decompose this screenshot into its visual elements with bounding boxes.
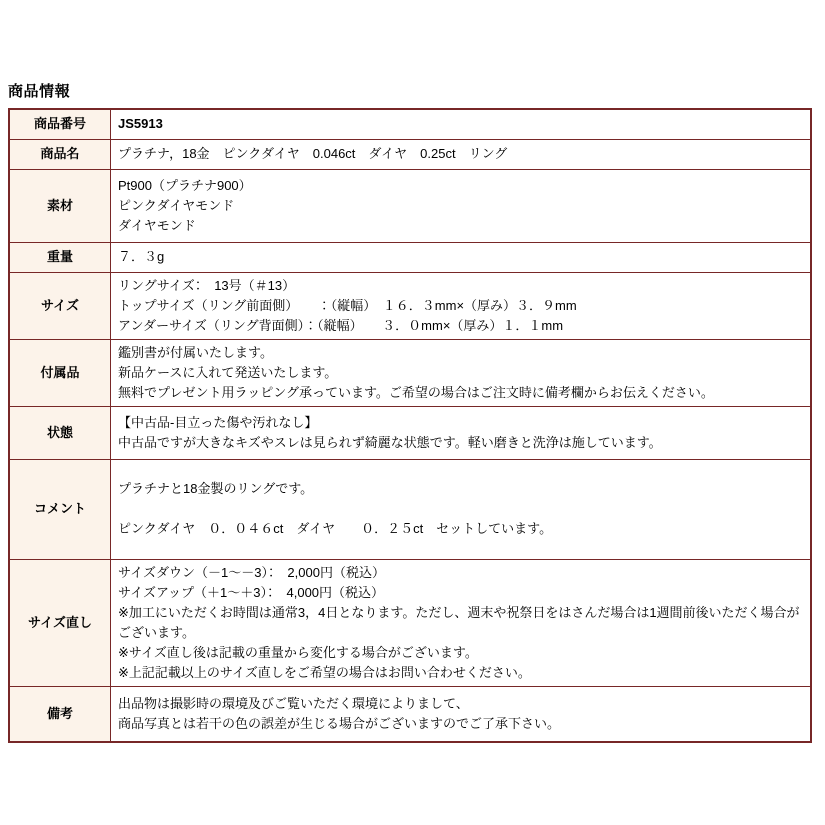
row-label: コメント: [9, 459, 111, 559]
table-row-size: [9, 272, 811, 339]
table-row-accessories: [9, 339, 811, 406]
row-label: 商品番号: [9, 109, 111, 139]
row-value: 鑑別書が付属いたします。 新品ケースに入れて発送いたします。 無料でプレゼント用ラッピング承っています。ご希望の場合はご注文時に備考欄からお伝えください。: [111, 339, 812, 406]
row-label: 備考: [9, 686, 111, 742]
row-value: JS5913: [111, 109, 812, 139]
table-row-item-name: [9, 139, 811, 169]
row-label: 商品名: [9, 139, 111, 169]
row-value: サイズダウン（－1～－3）： 2,000円（税込） サイズアップ（＋1～＋3）： 4,000円（税込） ※加工にいただくお時間は通常3，4日となります。ただし、週末や祝祭日をはさんだ場合は1週間前後いただく場合がございます。 ※サイズ直し後は記載の重量から変化する場合がございます。 ※上記記載以上のサイズ直しをご希望の場合はお問い合わせください。: [111, 559, 812, 686]
row-value: 出品物は撮影時の環境及びご覧いただく環境によりまして、 商品写真とは若干の色の誤差が生じる場合がございますのでご了承下さい。: [111, 686, 812, 742]
table-row-material: [9, 169, 811, 242]
row-value: プラチナと18金製のリングです。 ピンクダイヤ ０．０４６ct ダイヤ ０．２５ct セットしています。: [111, 459, 812, 559]
table-row-remarks: [9, 686, 811, 742]
row-label: 重量: [9, 242, 111, 272]
table-row-comment: [9, 459, 811, 559]
row-label: サイズ: [9, 272, 111, 339]
row-value: プラチナ，18金 ピンクダイヤ 0.046ct ダイヤ 0.25ct リング: [111, 139, 812, 169]
row-label: 付属品: [9, 339, 111, 406]
row-label: サイズ直し: [9, 559, 111, 686]
row-value: ７．３g: [111, 242, 812, 272]
product-info-table: [8, 108, 812, 743]
table-row-item-number: [9, 109, 811, 139]
table-row-resize: [9, 559, 811, 686]
row-value: 【中古品-目立った傷や汚れなし】 中古品ですが大きなキズやスレは見られず綺麗な状態です。軽い磨きと洗浄は施しています。: [111, 406, 812, 459]
row-value: リングサイズ： 13号（＃13） トップサイズ（リング前面側） ：（縦幅） １６．３mm×（厚み）３．９mm アンダーサイズ（リング背面側）：（縦幅） ３．０mm×（厚み）１．１mm: [111, 272, 812, 339]
row-label: 素材: [9, 169, 111, 242]
table-row-condition: [9, 406, 811, 459]
row-label: 状態: [9, 406, 111, 459]
page-title: 商品情報: [8, 83, 71, 100]
table-row-weight: [9, 242, 811, 272]
row-value: Pt900（プラチナ900） ピンクダイヤモンド ダイヤモンド: [111, 169, 812, 242]
